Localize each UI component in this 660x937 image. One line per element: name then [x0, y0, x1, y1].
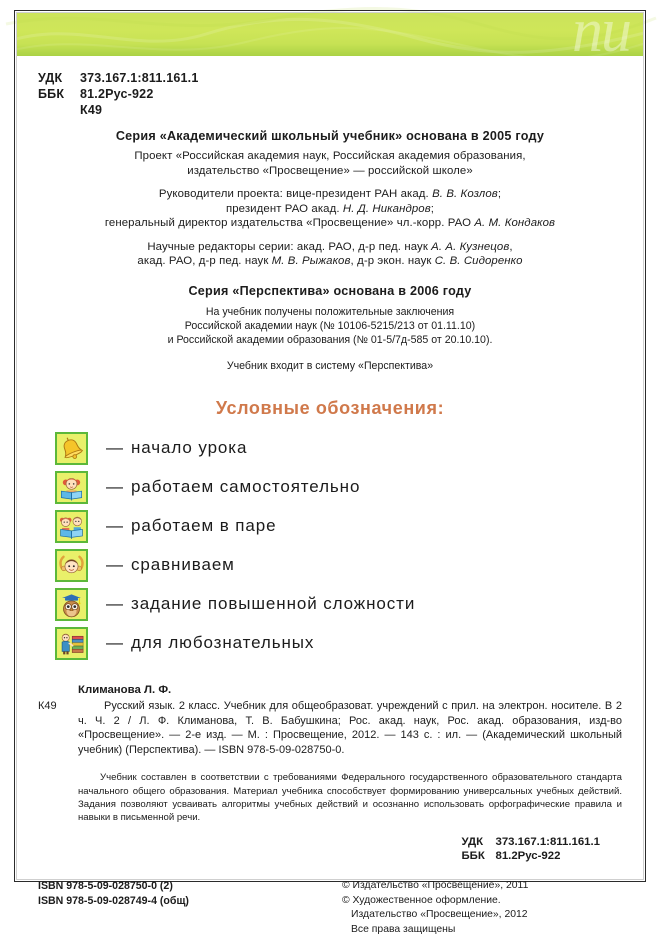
- leader-1-sep: ;: [497, 188, 502, 200]
- editor-line-1: [38, 240, 622, 255]
- legend-list: [38, 429, 622, 663]
- legend-dash: —: [106, 477, 123, 496]
- leader-2-sep: ;: [430, 202, 435, 215]
- project-description: [38, 149, 622, 178]
- project-leaders: [38, 187, 622, 231]
- leader-line-1: [38, 187, 622, 202]
- academic-series-title: Серия «Академический школьный учебник» основана в 2005 году: [115, 129, 545, 143]
- project-line-1: Проект «Российская академия наук, Российская академия образования,: [134, 150, 526, 162]
- editor-2-name-1: М. В. Рыжаков: [271, 255, 351, 267]
- leader-2-role: президент РАО акад.: [225, 202, 343, 215]
- leader-line-2: [38, 202, 622, 217]
- legend-item: [55, 507, 622, 546]
- band-watermark: nu: [572, 0, 630, 65]
- leader-3-name: А. М. Кондаков: [474, 217, 556, 229]
- copyright-design-publisher: Издательство «Просвещение», 2012: [351, 909, 528, 921]
- legend-dash: —: [106, 594, 123, 613]
- legend-item-label: работаем самостоятельно: [131, 477, 361, 496]
- approval-block: [38, 305, 622, 347]
- classification-codes-bottom: [38, 835, 622, 863]
- bbk-label: ББК: [38, 87, 65, 101]
- copyright-publisher: © Издательство «Просвещение», 2011: [342, 880, 529, 892]
- editor-2-name-2: С. В. Сидоренко: [434, 255, 523, 267]
- leader-1-role: Руководители проекта: вице-президент РАН акад.: [158, 188, 433, 200]
- bbk-label-bottom: ББК: [461, 850, 485, 863]
- leader-1-name: В. В. Козлов: [432, 188, 498, 200]
- leader-3-role: генеральный директор издательства «Просвещение» чл.-корр. РАО: [104, 217, 475, 229]
- legend-item: [55, 585, 622, 624]
- editor-line-2: [38, 254, 622, 269]
- legend-item: [55, 624, 622, 663]
- isbn-total: ISBN 978-5-09-028749-4 (общ): [38, 894, 189, 907]
- legend-item-label: задание повышенной сложности: [131, 594, 416, 613]
- approval-line-1: На учебник получены положительные заключения: [205, 305, 455, 318]
- legend-heading: Условные обозначения:: [215, 397, 445, 418]
- classification-codes-top: [38, 70, 622, 118]
- isbn-block: [38, 879, 338, 908]
- udk-row: [38, 70, 622, 86]
- top-decorative-band: [16, 0, 644, 65]
- bbk-row-bottom: [461, 849, 600, 863]
- legend-item-label: сравниваем: [131, 555, 235, 574]
- bbk-value: 81.2Рус-922: [80, 87, 154, 101]
- bbk-value-bottom: 81.2Рус-922: [495, 850, 561, 863]
- leader-line-3: [38, 216, 622, 231]
- approval-line-3: и Российской академии образования (№ 01-5/7д-585 от 20.10.10).: [167, 333, 493, 346]
- bell-icon: [55, 432, 88, 465]
- approval-line-2: Российской академии наук (№ 10106-5215/213 от 01.11.10): [184, 319, 476, 332]
- copyright-block: [338, 879, 622, 937]
- editor-1-name: А. А. Кузнецов: [431, 240, 510, 253]
- biblio-annotation: Учебник составлен в соответствии с требованиями Федерального государственного образовательного стандарта начального общего образования. Материал учебника способствует формированию универсальных учебных действий. Задания позволяют усваивать алгоритмы учебных действий и осознанно использовать орфографические правила и навыки в письменной речи.: [78, 772, 622, 824]
- udk-value-bottom: 373.167.1:811.161.1: [495, 836, 600, 849]
- legend-dash: —: [106, 633, 123, 652]
- bibliographic-record: [38, 683, 622, 758]
- biblio-description: Русский язык. 2 класс. Учебник для общеобразоват. учреждений с прил. на электрон. носителе. В 2 ч. Ч. 2 / Л. Ф. Климанова, Т. В. Бабушкина; Рос. акад. наук, Рос. акад. образования, изд-во «Просвещение». — 2-е изд. — М. : Просвещение, 2012. — 143 с. : ил. — (Академический школьный учебник) (Перспектива). — ISBN 978-5-09-028750-0.: [78, 700, 622, 756]
- catalog-sig-top: К49: [80, 103, 103, 117]
- legend-item-label: для любознательных: [131, 633, 315, 652]
- udk-label: УДК: [38, 71, 63, 85]
- scientific-editors: [38, 240, 622, 269]
- isbn-part: ISBN 978-5-09-028750-0 (2): [38, 880, 173, 893]
- project-line-2: издательство «Просвещение» — российской школе»: [187, 164, 473, 177]
- udk-label-bottom: УДК: [461, 836, 484, 849]
- udk-row-bottom: [461, 835, 600, 849]
- imprint-footer: [38, 879, 622, 937]
- legend-dash: —: [106, 516, 123, 535]
- legend-item: [55, 546, 622, 585]
- biblio-author: Климанова Л. Ф.: [78, 683, 172, 696]
- face-hands-compare-icon: [55, 549, 88, 582]
- editor-2-mid: , д-р экон. наук: [350, 255, 435, 267]
- codes-bottom-stack: [461, 835, 600, 863]
- perspective-series-title: Серия «Перспектива» основана в 2006 году: [188, 283, 472, 298]
- biblio-catalog-sig: К49: [38, 700, 57, 713]
- legend-item: [55, 429, 622, 468]
- copyright-rights-reserved: Все права защищены: [351, 923, 456, 935]
- owl-graduate-icon: [55, 588, 88, 621]
- page-content: [16, 56, 644, 935]
- udk-value: 373.167.1:811.161.1: [80, 71, 199, 85]
- bbk-row: [38, 86, 622, 102]
- legend-dash: —: [106, 438, 123, 457]
- leader-2-name: Н. Д. Никандров: [342, 202, 431, 215]
- legend-item-label: работаем в паре: [131, 516, 277, 535]
- legend-item: [55, 468, 622, 507]
- band-swirl-pattern: [16, 12, 644, 56]
- copyright-design: © Художественное оформление.: [342, 894, 501, 906]
- editor-1-role: Научные редакторы серии: акад. РАО, д-р пед. наук: [147, 240, 432, 253]
- biblio-body: [38, 699, 622, 757]
- editor-1-sep: ,: [509, 240, 513, 253]
- legend-dash: —: [106, 555, 123, 574]
- editor-2-role: акад. РАО, д-р пед. наук: [137, 255, 272, 267]
- legend-item-label: начало урока: [131, 438, 248, 457]
- girl-reading-icon: [55, 471, 88, 504]
- child-with-books-icon: [55, 627, 88, 660]
- system-membership-line: Учебник входит в систему «Перспектива»: [226, 359, 434, 372]
- two-children-reading-icon: [55, 510, 88, 543]
